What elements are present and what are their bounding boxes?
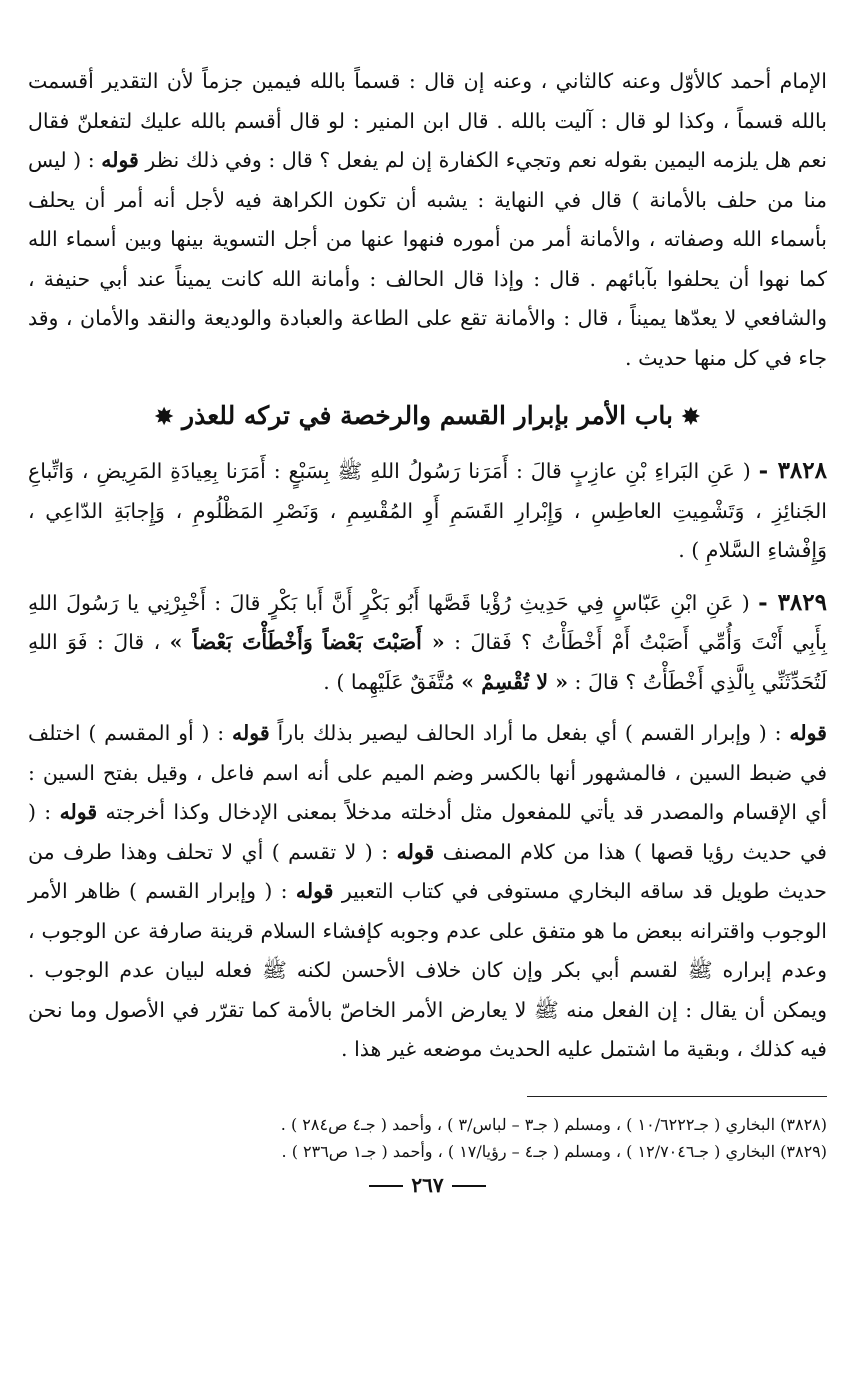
qawluhu-label: قوله bbox=[101, 148, 139, 172]
chapter-title-text: باب الأمر بإبرار القسم والرخصة في تركه للعذر bbox=[182, 401, 673, 430]
intro-text-2: : ( ليس منا من حلف بالأمانة ) قال في النهاية : يشبه أن تكون الكراهة فيه لأجل أنه أمر أن يحلف بأسماء الله وصفاته ، والأمانة أمر من أموره فنهوا عنها من أجل التسوية بينها وبين أسماء الله كما نهوا أن يحلفوا بآبائهم . قال : وإذا قال الحالف : وأمانة الله كانت يميناً عند أبي حنيفة ، والشافعي لا يعدّها يميناً ، قال : والأمانة تقع على الطاعة والعبادة والوديعة والنقد والأمان ، وقد جاء في كل منها حديث . bbox=[28, 148, 827, 370]
footnote: (٣٨٢٩) البخاري ( جـ١٢/٧٠٤٦ ) ، ومسلم ( جـ٤ – رؤيا/١٧ ) ، وأحمد ( جـ١ ص٢٣٦ ) . bbox=[281, 1141, 827, 1161]
commentary-text: : ( في حديث رؤيا قصها ) هذا من كلام المصنف bbox=[28, 800, 827, 864]
hadith-text: ( عَنِ البَراءِ بْنِ عازِبٍ قالَ : أَمَرَنا رَسُولُ اللهِ ﷺ بِسَبْعٍ : أَمَرَنا بِعِيادَةِ المَرِيضِ ، وَاتِّباعِ الجَنائِزِ ، وَتَشْمِيتِ العاطِسِ ، وَإِبْرارِ القَسَمِ أَوِ المُقْسِمِ ، وَنَصْرِ المَظْلُومِ ، وَإِجابَةِ الدّاعِي ، وَإِفْشاءِ السَّلامِ ) . bbox=[28, 459, 827, 562]
qawluhu-label: قوله bbox=[295, 879, 334, 903]
hadith-3829 bbox=[28, 583, 827, 703]
commentary bbox=[28, 714, 827, 1070]
qawluhu-label: قوله bbox=[789, 721, 827, 745]
hadith-text: مُتَّفَقٌ عَلَيْهِما ) . bbox=[323, 669, 455, 694]
page-number-text: ٢٦٧ bbox=[411, 1172, 444, 1197]
footnote: (٣٨٢٨) البخاري ( جـ١٠/٦٢٢٢ ) ، ومسلم ( جـ٣ – لباس/٣ ) ، وأحمد ( جـ٤ ص٢٨٤ ) . bbox=[280, 1114, 827, 1134]
hadith-quote: « أَصَبْتَ بَعْضاً وَأَخْطَأْتَ بَعْضاً » bbox=[169, 630, 445, 654]
intro-text: الإمام أحمد كالأوّل وعنه كالثاني ، وعنه إن قال : قسماً بالله فيمين جزماً لأن التقدير أقسمت بالله قسماً ، وكذا لو قال : آليت بالله . قال ابن المنير : لو قال أقسم بالله عليك لتفعلنّ فقال نعم هل يلزمه اليمين بقوله نعم وتجيء الكفارة إن لم يفعل ؟ قال : وفي ذلك نظر bbox=[28, 69, 827, 172]
qawluhu-label: قوله bbox=[232, 721, 270, 745]
page-number-dash bbox=[452, 1185, 486, 1187]
page-number bbox=[28, 1173, 827, 1197]
hadith-text: ، قالَ : فَوَ اللهِ لَتُحَدِّثَنِّي بِالَّذِي أَخْطَأْتُ ؟ قالَ : bbox=[28, 630, 827, 694]
qawluhu-label: قوله bbox=[396, 839, 435, 864]
qawluhu-label: قوله bbox=[59, 800, 98, 824]
hadith-number: ٣٨٢٨ - bbox=[758, 457, 827, 484]
hadith-number: ٣٨٢٩ - bbox=[758, 588, 827, 616]
footnote-separator bbox=[28, 1096, 827, 1097]
commentary-text: : ( وإبرار القسم ) ظاهر الأمر الوجوب واقترانه ببعض ما هو متفق على عدم وجوبه كإفشاء السلام قرينة صارفة عن الوجوب ، وعدم إبراره ﷺ لقسم أبي بكر وإن كان خلاف الأحسن لكنه ﷺ فعله لبيان عدم الوجوب . ويمكن أن يقال : إن الفعل منه ﷺ لا يعارض الأمر الخاصّ بالأمة كما تقرّر في الأصول وما نحن فيه كذلك ، وبقية ما اشتمل عليه الحديث موضعه غير هذا . bbox=[28, 879, 827, 1061]
commentary-text: : ( وإبرار القسم ) أي بفعل ما أراد الحالف ليصير بذلك باراً bbox=[277, 721, 782, 745]
page-number-dash bbox=[369, 1185, 403, 1187]
title-star-icon: ✸ bbox=[681, 404, 701, 430]
hadith-3828 bbox=[28, 451, 827, 571]
title-star-icon: ✸ bbox=[154, 404, 174, 430]
hadith-text: ( عَنِ ابْنِ عَبّاسٍ فِي حَدِيثِ رُؤْيا قَصَّها أَبُو بَكْرٍ أَنَّ أَبا بَكْرٍ قالَ : أَخْبِرْنِي يا رَسُولَ اللهِ بِأَبِي أَنْتَ وَأُمِّي أَصَبْتُ أَمْ أَخْطَأْتُ ؟ فَقالَ : bbox=[28, 590, 827, 654]
footnotes bbox=[28, 1111, 827, 1165]
hadith-quote: « لا تُقْسِمْ » bbox=[461, 669, 569, 694]
commentary-text: : ( أو المقسم ) اختلف في ضبط السين ، فالمشهور أنها بالكسر وضم الميم على أنه اسم فاعل ، وقيل بفتح السين : أي الإقسام والمصدر قد يأتي للمفعول مثل أدخلته مدخلاً بمعنى الإدخال وكذا أخرجته bbox=[28, 721, 828, 824]
chapter-title bbox=[28, 396, 827, 437]
footnote-rule bbox=[527, 1096, 827, 1097]
commentary-text: : ( لا تقسم ) أي لا تحلف وهذا طرف من حديث طويل قد ساقه البخاري مستوفى في كتاب التعبير bbox=[28, 839, 827, 903]
intro-paragraph bbox=[28, 62, 827, 378]
